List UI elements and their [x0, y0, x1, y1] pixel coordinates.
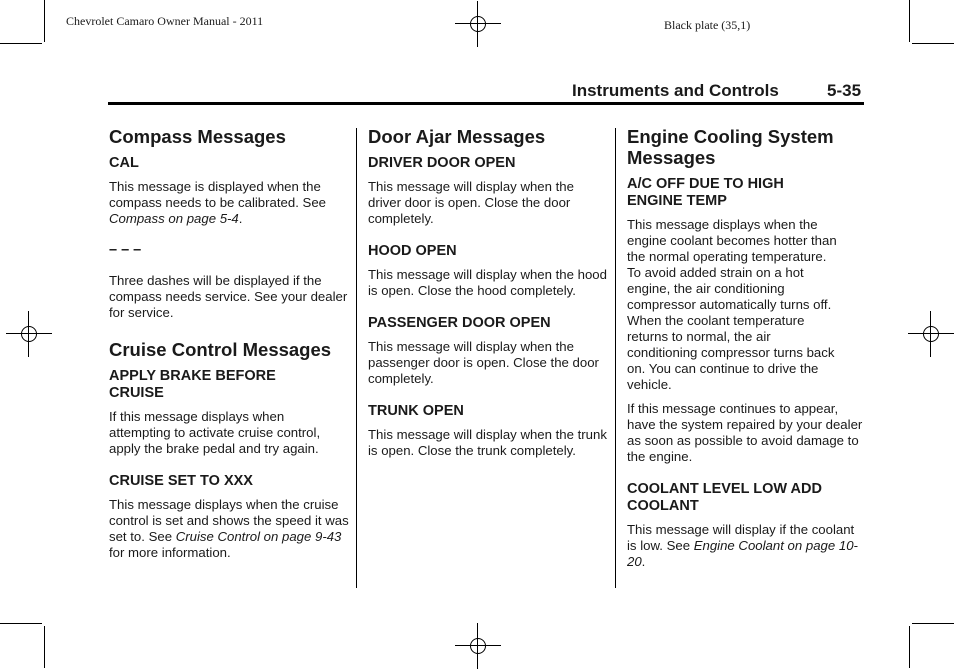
column-divider: [356, 128, 357, 588]
cruise-control-messages-title: Cruise Control Messages: [109, 339, 332, 360]
registration-mark: [14, 319, 44, 349]
dashes-heading: – – –: [109, 242, 142, 258]
hood-open-heading: HOOD OPEN: [368, 243, 457, 259]
crop-mark: [909, 0, 910, 42]
apply-brake-text: If this message displays when attempting to activate cruise control, apply the brake pedal and try again.: [109, 409, 321, 456]
compass-link[interactable]: Compass on page 5-4: [109, 211, 239, 226]
crop-mark: [0, 623, 42, 624]
cruise-set-heading: CRUISE SET TO XXX: [109, 473, 253, 489]
registration-mark: [463, 9, 493, 39]
crop-mark: [909, 626, 910, 668]
column-2: [368, 126, 608, 471]
ac-off-text-2: If this message continues to appear, have the system repaired by your dealer as soon as possible to avoid damage to the engine.: [627, 401, 863, 464]
passenger-door-text: This message will display when the passenger door is open. Close the door completely.: [368, 339, 599, 386]
trunk-open-text: This message will display when the trunk is open. Close the trunk completely.: [368, 427, 607, 458]
crop-mark: [44, 0, 45, 42]
column-divider: [615, 128, 616, 588]
ac-off-heading: A/C OFF DUE TO HIGH ENGINE TEMP: [627, 176, 784, 209]
engine-coolant-link[interactable]: Engine Coolant on page 10-20: [627, 538, 858, 569]
cruise-control-link[interactable]: Cruise Control on page 9-43: [175, 529, 342, 544]
registration-mark: [463, 631, 493, 661]
door-ajar-messages-title: Door Ajar Messages: [368, 126, 546, 147]
cal-text: This message is displayed when the compass needs to be calibrated. See Compass on page 5-4.: [109, 179, 326, 226]
coolant-low-text: This message will display if the coolant is low. See Engine Coolant on page 10-20.: [627, 522, 858, 569]
passenger-door-heading: PASSENGER DOOR OPEN: [368, 315, 551, 331]
trunk-open-heading: TRUNK OPEN: [368, 403, 464, 419]
column-3: [627, 126, 863, 582]
running-head-section: Instruments and Controls: [572, 81, 779, 100]
crop-mark: [44, 626, 45, 668]
compass-messages-title: Compass Messages: [109, 126, 286, 147]
column-1: [109, 126, 349, 573]
crop-mark: [912, 623, 954, 624]
cal-heading: CAL: [109, 155, 139, 171]
print-header-left: Chevrolet Camaro Owner Manual - 2011: [66, 14, 264, 28]
header-rule: [108, 102, 864, 105]
coolant-low-heading: COOLANT LEVEL LOW ADD COOLANT: [627, 481, 822, 514]
crop-mark: [912, 43, 954, 44]
page-number: 5-35: [827, 81, 862, 100]
engine-cooling-messages-title: Engine Cooling System Messages: [627, 126, 834, 168]
cruise-set-text: This message displays when the cruise control is set and shows the speed it was set to. See Cruise Control on page 9-43 for more information.: [109, 497, 349, 560]
driver-door-text: This message will display when the driver door is open. Close the door completely.: [368, 179, 574, 226]
registration-mark: [916, 319, 946, 349]
crop-mark: [0, 43, 42, 44]
driver-door-heading: DRIVER DOOR OPEN: [368, 155, 516, 171]
print-header-right: Black plate (35,1): [664, 18, 751, 32]
apply-brake-heading: APPLY BRAKE BEFORE CRUISE: [109, 368, 276, 401]
ac-off-text: This message displays when the engine coolant becomes hotter than the normal operating temperature. To avoid added strain on a hot engine, the air conditioning compressor automatically turns off. When the coolant temperature returns to normal, the air conditioning compressor turns back on. You can continue to drive the vehicle.: [627, 217, 837, 392]
hood-open-text: This message will display when the hood is open. Close the hood completely.: [368, 267, 607, 298]
dashes-text: Three dashes will be displayed if the compass needs service. See your dealer for service.: [109, 273, 348, 320]
